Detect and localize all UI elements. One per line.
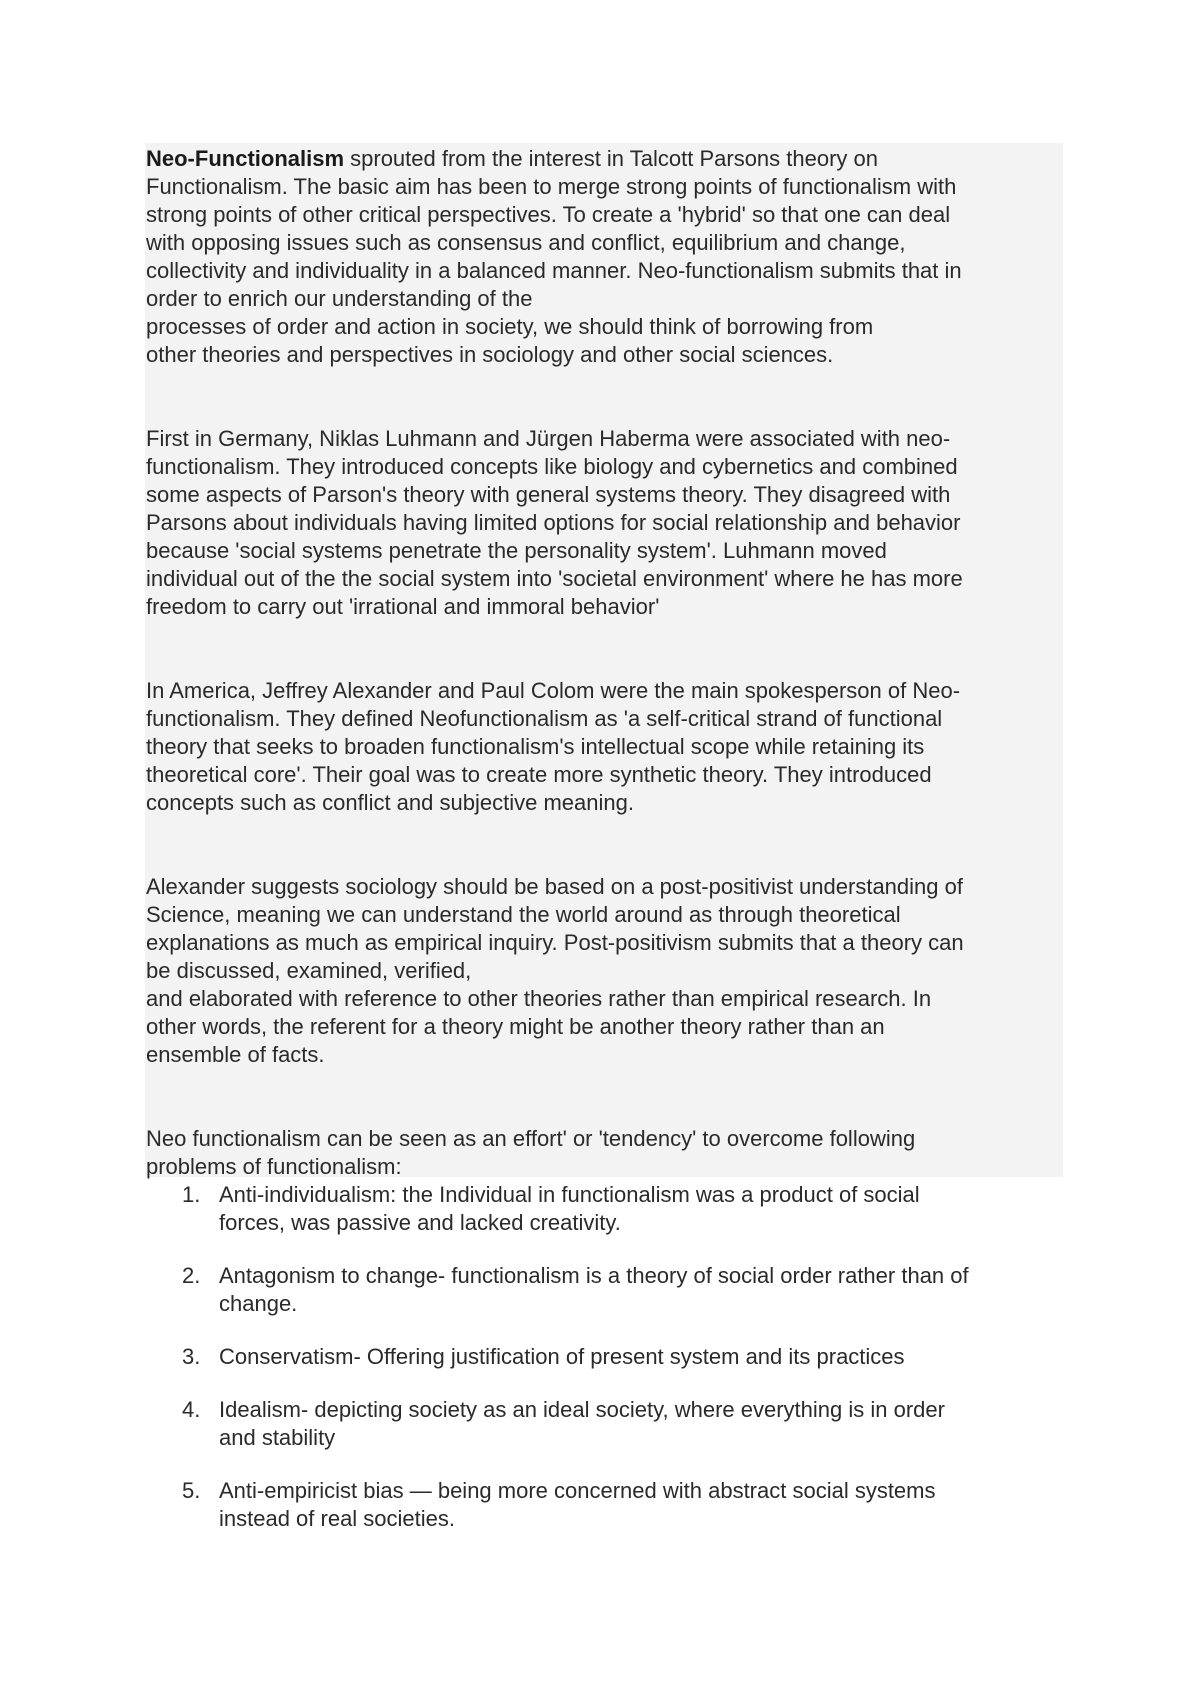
list-text: Anti-individualism: the Individual in functionalism was a product of social forces, was passive and lacked creativity. bbox=[219, 1182, 920, 1235]
list-number: 4. bbox=[182, 1397, 201, 1422]
germany-paragraph: First in Germany, Niklas Luhmann and Jürgen Haberma were associated with neo- functionalism. They introduced concepts like biology and cybernetics and combined some aspects of Parson's theory with general systems theory. They disagreed with Parsons about individuals having limited options for social relationship and behavior because 'social systems penetrate the personality system'. Luhmann moved individual out of the the social system into 'societal environment' where he has more freedom to carry out 'irrational and immoral behavior' bbox=[146, 426, 963, 619]
list-text: Anti-empiricist bias — being more concerned with abstract social systems instead of real societies. bbox=[219, 1478, 936, 1531]
intro-lead-term: Neo-Functionalism bbox=[146, 146, 345, 171]
list-number: 1. bbox=[182, 1182, 201, 1207]
list-item bbox=[146, 1343, 1066, 1371]
intro-paragraph bbox=[146, 145, 1066, 369]
problems-list bbox=[146, 1181, 1066, 1533]
list-text: Antagonism to change- functionalism is a theory of social order rather than of change. bbox=[219, 1263, 969, 1316]
alexander-paragraph: Alexander suggests sociology should be based on a post-positivist understanding of Science, meaning we can understand the world around as through theoretical explanations as much as empirical inquiry. Post-positivism submits that a theory can be discussed, examined, verified, and elaborated with reference to other theories rather than empirical research. In other words, the referent for a theory might be another theory rather than an ensemble of facts. bbox=[146, 874, 964, 1067]
document-body bbox=[146, 145, 1066, 1558]
america-paragraph: In America, Jeffrey Alexander and Paul Colom were the main spokesperson of Neo- functionalism. They defined Neofunctionalism as 'a self-critical strand of functional theory that seeks to broaden functionalism's intellectual scope while retaining its theoretical core'. Their goal was to create more synthetic theory. They introduced concepts such as conflict and subjective meaning. bbox=[146, 678, 961, 815]
list-item bbox=[146, 1477, 1066, 1533]
intro-text: sprouted from the interest in Talcott Parsons theory on Functionalism. The basic aim has been to merge strong points of functionalism with strong points of other critical perspectives. To create a 'hybrid' so that one can deal with opposing issues such as consensus and conflict, equilibrium and change, collectivity and individuality in a balanced manner. Neo-functionalism submits that in order to enrich our understanding of the processes of order and action in society, we should think of borrowing from other theories and perspectives in sociology and other social sciences. bbox=[146, 146, 962, 367]
list-number: 5. bbox=[182, 1478, 201, 1503]
list-item bbox=[146, 1396, 1066, 1452]
paragraph-gap bbox=[146, 369, 1066, 425]
list-item bbox=[146, 1262, 1066, 1318]
list-item bbox=[146, 1181, 1066, 1237]
problems-intro: Neo functionalism can be seen as an effort' or 'tendency' to overcome following problems of functionalism: bbox=[146, 1126, 916, 1179]
list-text: Conservatism- Offering justification of present system and its practices bbox=[219, 1344, 905, 1369]
paragraph-gap bbox=[146, 1069, 1066, 1125]
list-number: 3. bbox=[182, 1344, 201, 1369]
list-number: 2. bbox=[182, 1263, 201, 1288]
paragraph-gap bbox=[146, 817, 1066, 873]
list-text: Idealism- depicting society as an ideal society, where everything is in order and stability bbox=[219, 1397, 945, 1450]
paragraph-gap bbox=[146, 621, 1066, 677]
